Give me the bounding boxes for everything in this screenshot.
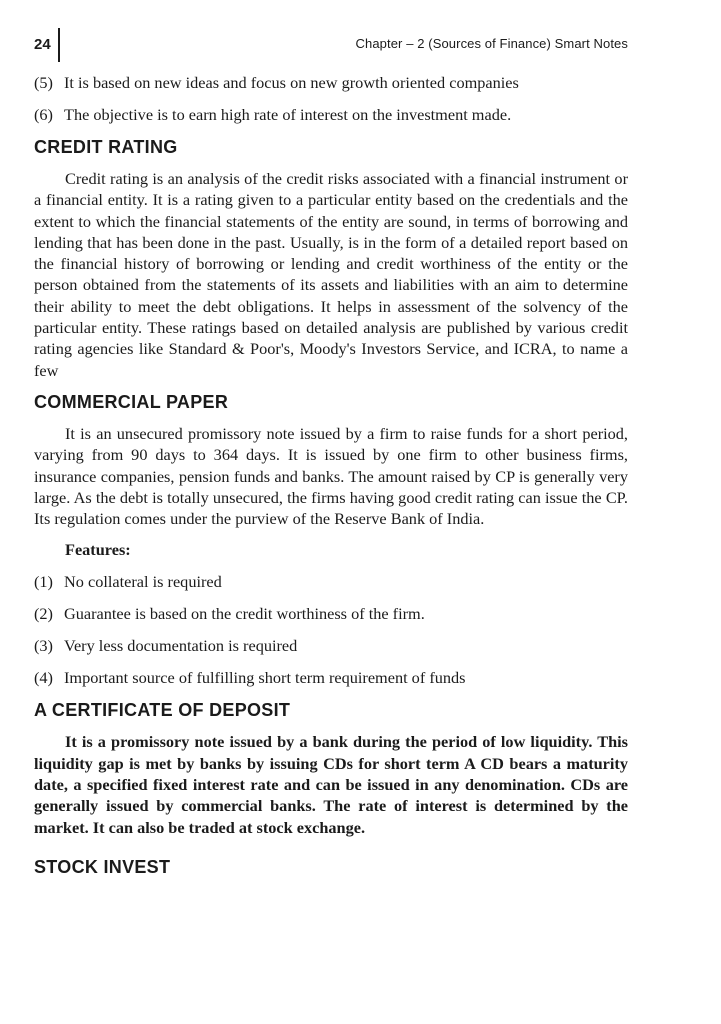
- section-heading-certificate-of-deposit: A CERTIFICATE OF DEPOSIT: [34, 700, 291, 721]
- feature-item-number: (2): [34, 604, 53, 624]
- commercial-paper-paragraph: It is an unsecured promissory note issued by a firm to raise funds for a short period, varying from 90 days to 364 days. It is issued by one firm to other business firms, insurance companies, pension funds and banks. The amount raised by CP is generally very large. As the debt is totally unsecured, the firms having good credit rating can issue the CP. Its regulation comes under the purview of the Reserve Bank of India.: [34, 423, 628, 529]
- section-heading-commercial-paper: COMMERCIAL PAPER: [34, 391, 229, 412]
- feature-item-text: Very less documentation is required: [64, 636, 298, 656]
- list-item-text: It is based on new ideas and focus on new growth oriented companies: [64, 73, 519, 92]
- feature-item-number: (4): [34, 668, 53, 688]
- page-number: 24: [34, 36, 51, 53]
- list-item-text: The objective is to earn high rate of interest on the investment made.: [64, 105, 512, 124]
- section-heading-credit-rating: CREDIT RATING: [34, 137, 178, 157]
- feature-item: [34, 667, 628, 688]
- feature-item-text: Important source of fulfilling short term requirement of funds: [64, 668, 466, 688]
- header-divider: [58, 28, 60, 62]
- list-item: [34, 72, 628, 93]
- document-page: [34, 28, 628, 888]
- list-item-number: (6): [34, 105, 53, 124]
- feature-item-text: No collateral is required: [64, 572, 222, 592]
- running-head: Chapter – 2 (Sources of Finance) Smart Notes: [355, 36, 628, 51]
- feature-item: [34, 635, 628, 656]
- feature-item: [34, 603, 628, 624]
- section-heading-stock-invest: STOCK INVEST: [34, 856, 171, 877]
- certificate-of-deposit-paragraph: It is a promissory note issued by a bank during the period of low liquidity. This liquidity gap is met by banks by issuing CDs for short term A CD bears a maturity date, a specified fixed interest rate and can be issued in any denomination. CDs are generally issued by commercial banks. The rate of interest is determined by the market. It can also be traded at stock exchange.: [34, 732, 628, 837]
- list-item: [34, 104, 628, 125]
- features-label: Features:: [65, 540, 131, 560]
- page-header: [34, 28, 628, 62]
- feature-item: [34, 571, 628, 592]
- feature-item-number: (1): [34, 572, 53, 592]
- list-item-number: (5): [34, 73, 53, 92]
- feature-item-text: Guarantee is based on the credit worthiness of the firm.: [64, 604, 425, 624]
- feature-item-number: (3): [34, 636, 53, 656]
- credit-rating-paragraph: Credit rating is an analysis of the credit risks associated with a financial instrument or a financial entity. It is a rating given to a particular entity based on the credentials and the extent to which the financial statements of the entity are sound, in terms of borrowing and lending that has been done in the past. Usually, is in the form of a detailed report based on the financial history of borrowing or lending and credit worthiness of the entity or the person obtained from the statements of its assets and liabilities with an aim to determine their ability to meet the debt obligations. It helps in assessment of the solvency of the particular entity. These ratings based on detailed analysis are published by various credit rating agencies like Standard & Poor's, Moody's Investors Service, and ICRA, to name a few: [34, 169, 628, 380]
